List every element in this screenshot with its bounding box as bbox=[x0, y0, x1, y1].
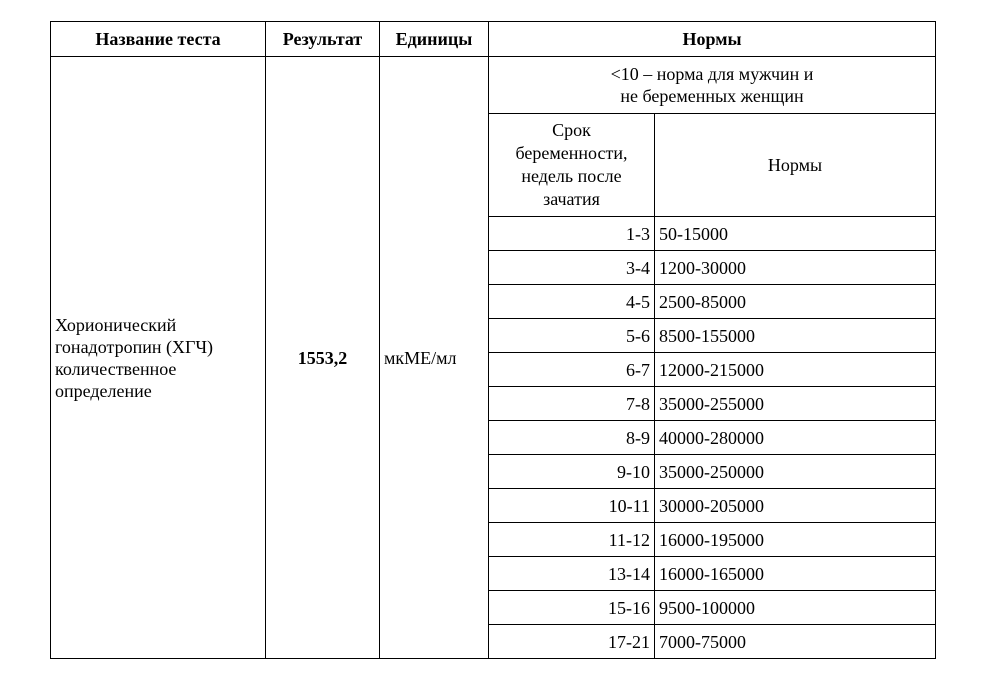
term-header-cell bbox=[489, 114, 655, 217]
norm-range-cell: 7000-75000 bbox=[655, 625, 936, 659]
pregnancy-term-cell: 8-9 bbox=[489, 421, 655, 455]
norms-subheader-cell: Нормы bbox=[655, 114, 936, 217]
general-norm-line: не беременных женщин bbox=[620, 86, 804, 106]
general-norm-row bbox=[51, 57, 936, 114]
pregnancy-term-cell: 4-5 bbox=[489, 285, 655, 319]
pregnancy-term-cell: 3-4 bbox=[489, 251, 655, 285]
norm-range-cell: 2500-85000 bbox=[655, 285, 936, 319]
norm-range-cell: 35000-255000 bbox=[655, 387, 936, 421]
header-norms: Нормы bbox=[489, 22, 936, 57]
test-name-line: Хорионический bbox=[55, 314, 177, 335]
norm-range-cell: 8500-155000 bbox=[655, 319, 936, 353]
general-norm-line: <10 – норма для мужчин и bbox=[610, 64, 814, 84]
norm-range-cell: 50-15000 bbox=[655, 217, 936, 251]
norm-range-cell: 9500-100000 bbox=[655, 591, 936, 625]
pregnancy-term-cell: 6-7 bbox=[489, 353, 655, 387]
pregnancy-term-cell: 9-10 bbox=[489, 455, 655, 489]
header-units: Единицы bbox=[380, 22, 489, 57]
pregnancy-term-cell: 7-8 bbox=[489, 387, 655, 421]
header-test-name: Название теста bbox=[51, 22, 266, 57]
pregnancy-term-cell: 5-6 bbox=[489, 319, 655, 353]
norm-range-cell: 12000-215000 bbox=[655, 353, 936, 387]
general-norm-cell bbox=[489, 57, 936, 114]
term-header-line: Срок bbox=[552, 120, 591, 140]
norm-range-cell: 16000-195000 bbox=[655, 523, 936, 557]
norm-range-cell: 35000-250000 bbox=[655, 455, 936, 489]
test-units: мкМЕ/мл bbox=[380, 57, 489, 659]
test-name-line: определение bbox=[55, 380, 152, 401]
pregnancy-term-cell: 10-11 bbox=[489, 489, 655, 523]
hcg-results-table bbox=[50, 21, 936, 659]
test-name-line: количественное bbox=[55, 358, 177, 379]
norm-range-cell: 40000-280000 bbox=[655, 421, 936, 455]
test-result-value: 1553,2 bbox=[266, 57, 380, 659]
test-name-line: гонадотропин (ХГЧ) bbox=[55, 336, 214, 357]
norm-range-cell: 1200-30000 bbox=[655, 251, 936, 285]
norm-range-cell: 30000-205000 bbox=[655, 489, 936, 523]
pregnancy-term-cell: 1-3 bbox=[489, 217, 655, 251]
norm-range-cell: 16000-165000 bbox=[655, 557, 936, 591]
term-header-line: недель после bbox=[521, 166, 622, 186]
term-header-line: беременности, bbox=[515, 143, 628, 163]
pregnancy-term-cell: 13-14 bbox=[489, 557, 655, 591]
pregnancy-term-cell: 17-21 bbox=[489, 625, 655, 659]
pregnancy-term-cell: 15-16 bbox=[489, 591, 655, 625]
header-row bbox=[51, 22, 936, 57]
header-result: Результат bbox=[266, 22, 380, 57]
term-header-line: зачатия bbox=[543, 189, 600, 209]
test-name-cell bbox=[51, 57, 266, 659]
pregnancy-term-cell: 11-12 bbox=[489, 523, 655, 557]
